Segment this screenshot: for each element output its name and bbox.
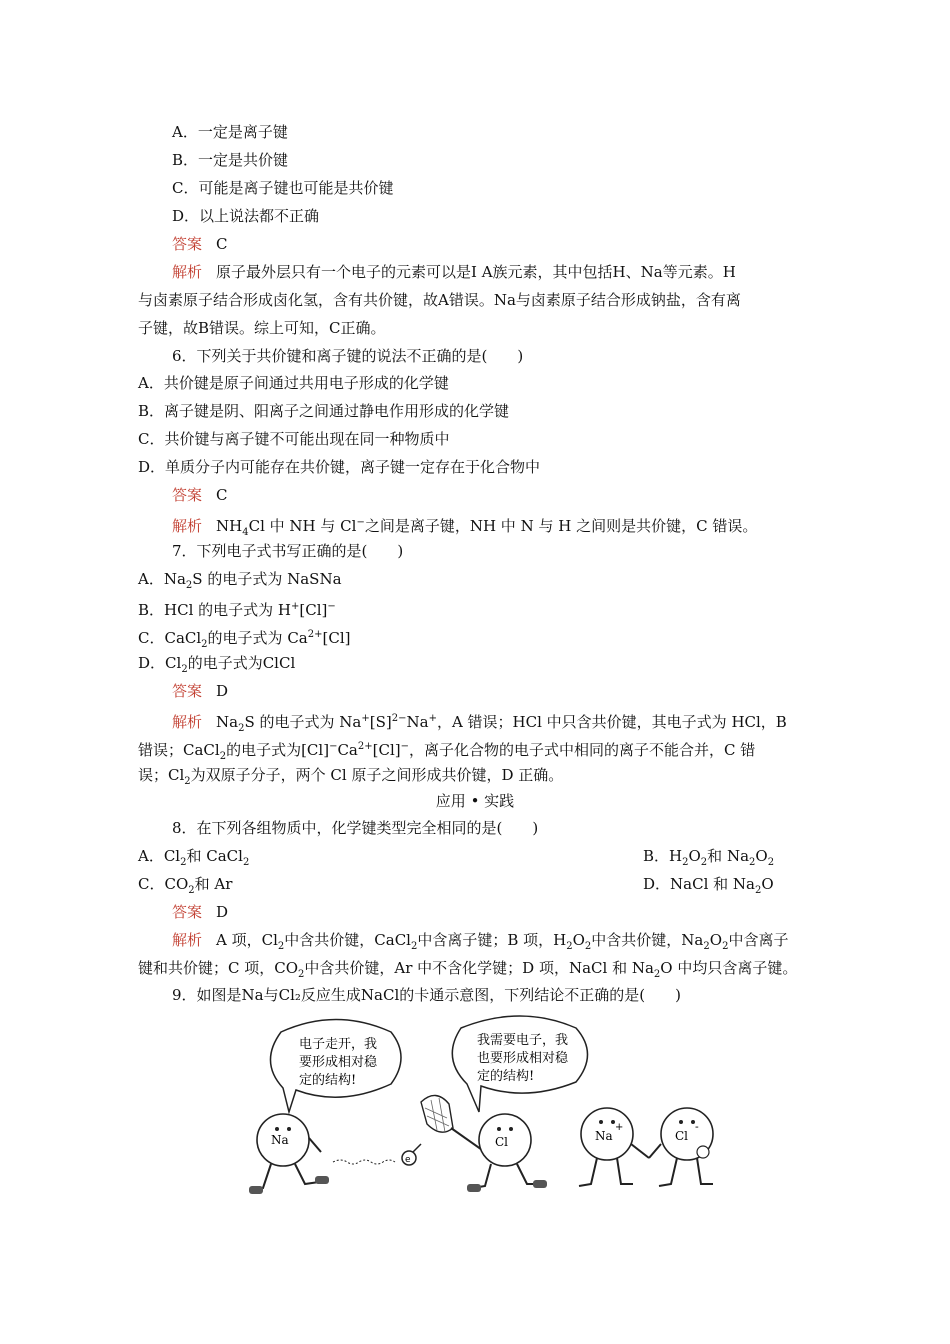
explanation-text: $Na_2S$ 的电子式为 $Na^+[S]^{2-}Na^+$，A 错误；HCl 中只含共价键，其电子式为 HCl，B xyxy=(216,713,787,734)
q7-explanation-line2: 错误；CaCl$_2$的电子式为$[Cl]^-Ca^{2+}[Cl]^-$，离子化合物的电子式中相同的离子不能合并，C 错 xyxy=(138,741,756,762)
q7-explanation-line1 xyxy=(172,709,787,739)
q7-explanation-line3: 误；$Cl_2$为双原子分子，两个 Cl 原子之间形成共价键，D 正确。 xyxy=(138,766,564,787)
answer-value: C xyxy=(216,486,228,504)
bubble-right-line2: 也要形成相对稳 xyxy=(477,1051,569,1066)
q5-option-c: C．可能是离子键也可能是共价键 xyxy=(172,179,394,197)
na-atom-label: Na xyxy=(271,1133,289,1147)
answer-value: D xyxy=(216,903,229,921)
q5-answer xyxy=(172,234,228,254)
na-ion-charge: + xyxy=(615,1122,624,1133)
q7-option-b: B．HCl 的电子式为 H+[Cl]− xyxy=(138,601,336,619)
speech-bubble-right xyxy=(452,1016,587,1112)
q8-stem: 8．在下列各组物质中，化学键类型完全相同的是( ) xyxy=(172,819,539,837)
bubble-left-line1: 电子走开，我 xyxy=(299,1037,378,1052)
cl-ion-charge: - xyxy=(695,1120,699,1133)
q9-stem: 9．如图是Na与Cl₂反应生成NaCl的卡通示意图，下列结论不正确的是( ) xyxy=(172,986,681,1004)
na-atom-character xyxy=(249,1114,329,1194)
q6-answer xyxy=(172,485,228,505)
explanation-text: 原子最外层只有一个电子的元素可以是Ⅰ A族元素，其中包括H、Na等元素。H xyxy=(216,263,736,281)
q6-stem: 6．下列关于共价键和离子键的说法不正确的是( ) xyxy=(172,347,524,365)
explanation-label: 解析 xyxy=(172,931,203,949)
answer-value: C xyxy=(216,235,228,253)
q7-stem: 7．下列电子式书写正确的是( ) xyxy=(172,542,404,560)
cartoon-svg xyxy=(241,1012,729,1208)
q8-option-c: C．$CO_2$和 Ar xyxy=(138,875,233,896)
cartoon-figure xyxy=(241,1012,729,1208)
electron-trail xyxy=(333,1144,421,1165)
answer-label: 答案 xyxy=(172,682,203,700)
q5-explanation-line1 xyxy=(172,262,736,282)
q5-explanation-line3: 子键，故B错误。综上可知，C正确。 xyxy=(138,319,386,337)
q8-option-d: D．NaCl 和 $Na_2O$ xyxy=(643,875,774,896)
cl-ion-label: Cl xyxy=(675,1129,689,1143)
q8-option-row1 xyxy=(138,846,818,873)
answer-label: 答案 xyxy=(172,486,203,504)
na-ion-character xyxy=(579,1108,649,1186)
q8-explanation-line1 xyxy=(172,930,788,957)
cl-atom-character xyxy=(421,1095,547,1192)
answer-label: 答案 xyxy=(172,903,203,921)
bubble-left-line3: 定的结构! xyxy=(299,1073,357,1088)
q8-option-b: B．$H_2O_2$和 $Na_2O_2$ xyxy=(643,847,775,868)
answer-label: 答案 xyxy=(172,235,203,253)
q7-option-c: C．CaCl$_2$的电子式为 $Ca^{2+}[Cl]$ xyxy=(138,629,351,650)
cl-atom-label: Cl xyxy=(495,1135,509,1149)
bubble-right-line1: 我需要电子，我 xyxy=(477,1033,569,1048)
explanation-label: 解析 xyxy=(172,517,203,535)
q5-explanation-line2: 与卤素原子结合形成卤化氢，含有共价键，故A错误。Na与卤素原子结合形成钠盐，含有离 xyxy=(138,291,741,309)
q7-option-a: A．$Na_2S$ 的电子式为 NaSNa xyxy=(138,570,342,591)
q5-option-a: A．一定是离子键 xyxy=(172,123,288,141)
q5-option-d: D．以上说法都不正确 xyxy=(172,207,320,225)
explanation-label: 解析 xyxy=(172,713,203,731)
q5-option-b: B．一定是共价键 xyxy=(172,151,289,169)
speech-bubble-left xyxy=(270,1020,401,1113)
na-ion-label: Na xyxy=(595,1129,613,1143)
q8-option-row2 xyxy=(138,874,818,901)
q6-explanation xyxy=(172,513,757,543)
bubble-right-line3: 定的结构! xyxy=(477,1069,535,1084)
q8-explanation-line2: 键和共价键；C 项，$CO_2$中含共价键，Ar 中不含化学键；D 项，NaCl 和 $Na_2O$ 中均只含离子键。 xyxy=(138,959,798,980)
explanation-label: 解析 xyxy=(172,263,203,281)
q7-answer xyxy=(172,681,228,701)
q6-option-a: A．共价键是原子间通过共用电子形成的化学键 xyxy=(138,374,449,392)
q6-option-d: D．单质分子内可能存在共价键，离子键一定存在于化合物中 xyxy=(138,458,541,476)
explanation-text: $NH_4Cl$ 中 NH 与 Cl−之间是离子键，NH 中 N 与 H 之间则是共价键，C 错误。 xyxy=(216,517,758,538)
q8-option-a: A．$Cl_2$和 CaCl$_2$ xyxy=(138,847,250,868)
q6-option-b: B．离子键是阴、阳离子之间通过静电作用形成的化学键 xyxy=(138,402,510,420)
cl-ion-character xyxy=(649,1108,713,1186)
explanation-text: A 项，$Cl_2$中含共价键，CaCl$_2$中含离子键；B 项，$H_2O_2$中含共价键，$Na_2O_2$中含离子 xyxy=(216,931,789,952)
svg-text:e: e xyxy=(405,1155,411,1165)
bubble-left-line2: 要形成相对稳 xyxy=(299,1055,378,1070)
q7-option-d: D．$Cl_2$的电子式为ClCl xyxy=(138,654,296,675)
q6-option-c: C．共价键与离子键不可能出现在同一种物质中 xyxy=(138,430,450,448)
q8-answer xyxy=(172,902,228,922)
answer-value: D xyxy=(216,682,229,700)
section-title: 应用 • 实践 xyxy=(435,792,515,810)
